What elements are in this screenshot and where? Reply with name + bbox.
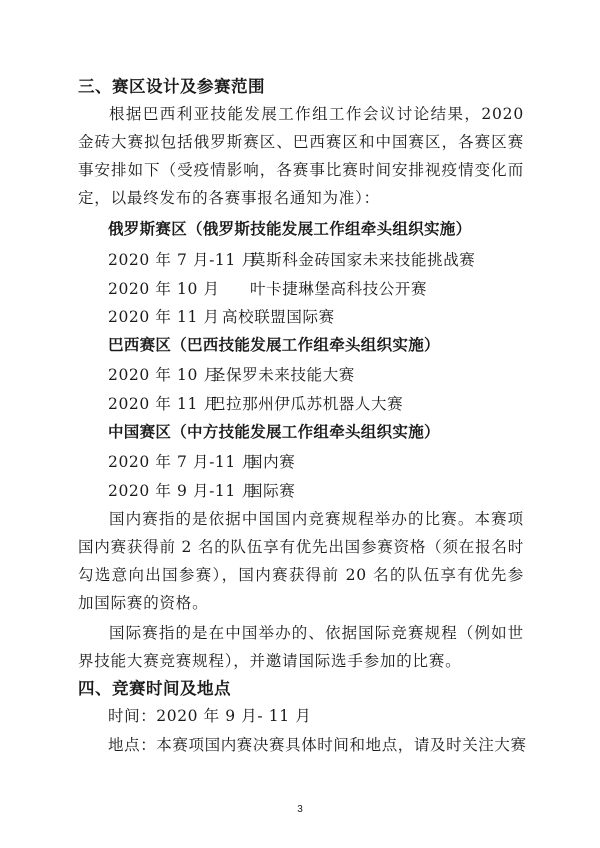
international-competition-note: 国际赛指的是在中国举办的、依据国际竞赛规程（例如世界技能大赛竞赛规程），并邀请国际选手参加的比赛。 bbox=[78, 624, 524, 670]
section-3-heading: 三、赛区设计及参赛范围 bbox=[78, 77, 265, 96]
event-name: 国际赛 bbox=[247, 482, 296, 500]
section-3-intro: 根据巴西利亚技能发展工作组工作会议讨论结果，2020金砖大赛拟包括俄罗斯赛区、巴西赛区和中国赛区，各赛区赛事安排如下（受疫情影响，各赛事比赛时间安排视疫情变化而定，以最终发布的各赛事报名通知为准）： bbox=[78, 105, 524, 207]
section-4-heading: 四、竞赛时间及地点 bbox=[78, 679, 231, 698]
region-russia-title: 俄罗斯赛区（俄罗斯技能发展工作组牵头组织实施） bbox=[108, 220, 472, 238]
event-date: 2020 年 10 月 bbox=[108, 366, 220, 384]
event-date: 2020 年 11 月 bbox=[108, 395, 220, 413]
page-number: 3 bbox=[297, 804, 303, 815]
event-date: 2020 年 7 月-11 月 bbox=[108, 251, 258, 269]
region-china-title: 中国赛区（中方技能发展工作组牵头组织实施） bbox=[108, 423, 440, 441]
event-date: 2020 年 9 月-11 月 bbox=[108, 482, 258, 500]
region-brazil-title: 巴西赛区（巴西技能发展工作组牵头组织实施） bbox=[108, 336, 440, 354]
event-name: 圣保罗未来技能大赛 bbox=[210, 366, 355, 384]
event-name: 高校联盟国际赛 bbox=[222, 308, 335, 326]
domestic-competition-note: 国内赛指的是依据中国国内竞赛规程举办的比赛。本赛项国内赛获得前 2 名的队伍享有优先出国参赛资格（须在报名时勾选意向出国参赛），国内赛获得前 20 名的队伍享有优先参加国际赛的资格。 bbox=[78, 510, 524, 612]
event-date: 2020 年 10 月 bbox=[108, 280, 220, 298]
event-name: 巴拉那州伊瓜苏机器人大赛 bbox=[210, 395, 404, 413]
event-name: 莫斯科金砖国家未来技能挑战赛 bbox=[250, 251, 476, 269]
competition-place: 地点：本赛项国内赛决赛具体时间和地点，请及时关注大赛 bbox=[108, 736, 527, 754]
event-name: 叶卡捷琳堡高科技公开赛 bbox=[250, 280, 428, 298]
competition-time: 时间：2020 年 9 月- 11 月 bbox=[108, 707, 312, 725]
event-date: 2020 年 11 月 bbox=[108, 308, 220, 326]
event-date: 2020 年 7 月-11 月 bbox=[108, 453, 258, 471]
event-name: 国内赛 bbox=[247, 453, 296, 471]
